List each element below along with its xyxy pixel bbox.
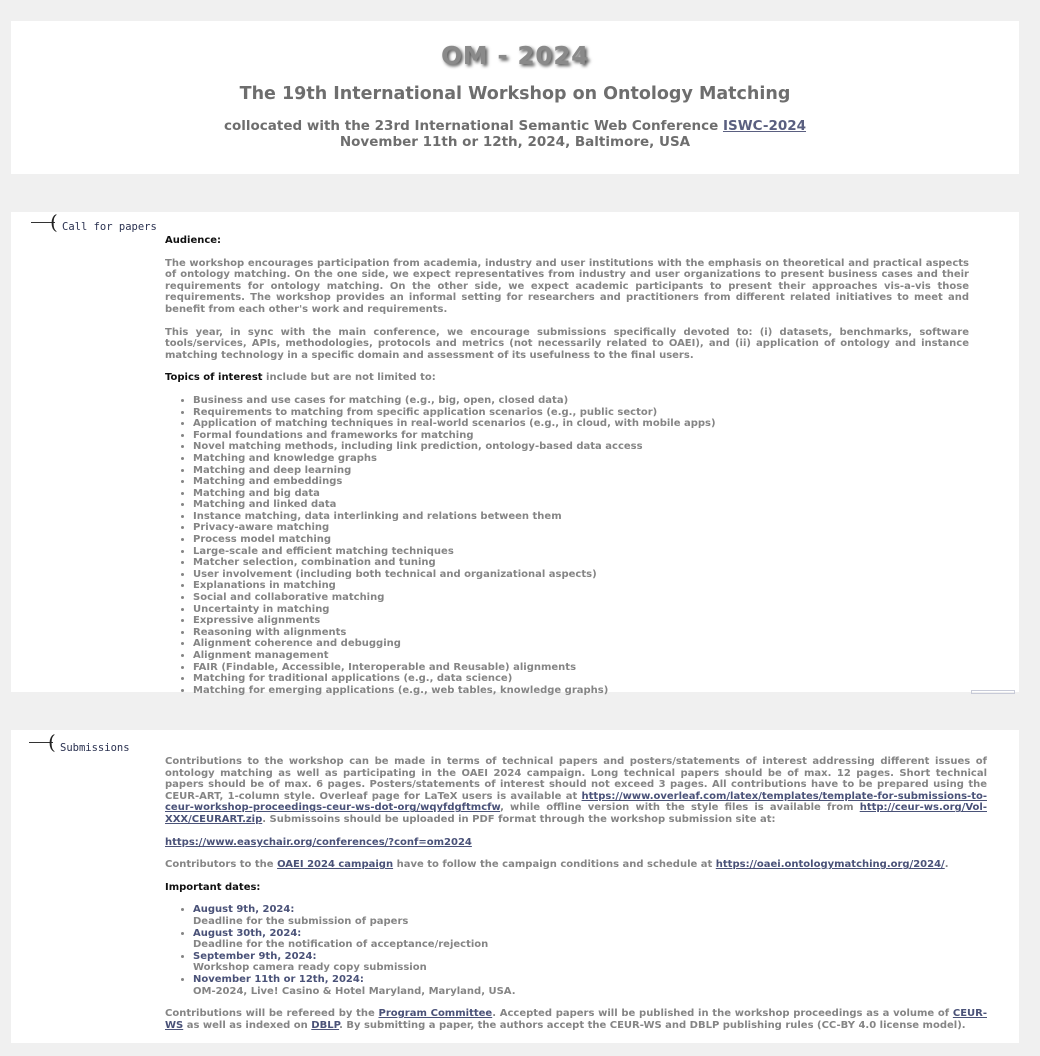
refereeing-paragraph: [165, 1008, 987, 1031]
program-committee-link[interactable]: Program Committee: [378, 1008, 493, 1020]
easychair-line: [165, 837, 987, 849]
topic-item: • Matching and deep learning: [193, 465, 969, 477]
topic-item: • Instance matching, data interlinking and relations between them: [193, 511, 969, 523]
collocation-info: [11, 118, 1019, 150]
date-description: Workshop camera ready copy submission: [193, 962, 427, 974]
page-title: OM - 2024: [441, 41, 589, 70]
ceur-art-zip-link[interactable]: http://ceur-ws.org/Vol-XXX/CEURART.zip: [165, 802, 987, 825]
oaei-text: .: [944, 859, 949, 871]
date-label: September 9th, 2024:: [193, 950, 317, 962]
topic-item: • Matching for traditional applications (e.g., data science): [193, 673, 969, 685]
topic-item: • Privacy-aware matching: [193, 522, 969, 534]
refereeing-text: as well as indexed on: [183, 1019, 312, 1031]
topic-item: • Reasoning with alignments: [193, 627, 969, 639]
topic-item: • Large-scale and efficient matching techniques: [193, 546, 969, 558]
audience-heading: Audience:: [165, 235, 222, 246]
call-for-papers-section: [11, 210, 1019, 696]
submissions-text: . Submissoins should be uploaded in PDF format through the workshop submission site at:: [262, 813, 776, 825]
date-description: Deadline for the notification of acceptance/rejection: [193, 939, 489, 951]
refereeing-text: Contributions will be refereed by the: [165, 1008, 379, 1020]
submissions-paragraph: [165, 756, 987, 826]
submissions-section: [11, 730, 1019, 1043]
workshop-title: The 19th International Workshop on Ontology Matching: [239, 84, 791, 104]
important-date-item: [193, 951, 987, 974]
collocation-text: collocated with the 23rd International Semantic Web Conference: [223, 118, 723, 134]
oaei-text: Contributors to the: [165, 859, 278, 871]
date-label: August 30th, 2024:: [193, 927, 302, 939]
topic-item: • Alignment coherence and debugging: [193, 638, 969, 650]
submissions-text: , while offline version with the style files is available from: [500, 802, 860, 814]
topic-item: • Uncertainty in matching: [193, 604, 969, 616]
topic-item: • Requirements to matching from specific application scenarios (e.g., public sector): [193, 407, 969, 419]
topics-intro: [165, 372, 969, 384]
section-bracket: (: [48, 730, 56, 754]
submissions-intro-text: Contributions to the workshop can be made in terms of technical papers and posters/statements of interest addressing different issues of ontology matching as well as participating in the OAEI 2024 campaign. Long technical papers should be of max. 12 pages. Short technical papers should be of max. 6 pages. Posters/statements of interest should not exceed 3 pages. All contributions have to be prepared using the CEUR-ART, 1-column style. Overleaf page for LaTeX users is available at: [165, 756, 987, 802]
submissions-content: [165, 756, 987, 1031]
audience-paragraph: The workshop encourages participation from academia, industry and user institutions with the emphasis on theoretical and practical aspects of ontology matching. On the one side, we expect representatives from industry and user organizations to present business cases and their requirements for ontology matching. On the other side, we expect academic participants to present their approaches vis-a-vis those requirements. The workshop provides an informal setting for researchers and practitioners from different related initiatives to meet and benefit from each other's work and requirements.: [165, 257, 969, 315]
corner-box: [971, 690, 1015, 694]
date-description: OM-2024, Live! Casino & Hotel Maryland, Maryland, USA.: [193, 985, 516, 997]
cfp-content: [165, 235, 969, 696]
topic-item: • Formal foundations and frameworks for matching: [193, 430, 969, 442]
date-label: November 11th or 12th, 2024:: [193, 973, 364, 985]
overleaf-link[interactable]: https://www.overleaf.com/latex/templates/template-for-submissions-to-ceur-workshop-proceedings-ceur-ws-dot-org/wqyfdgftmcfw: [165, 790, 987, 814]
date-label: August 9th, 2024:: [193, 904, 295, 916]
workshop-date-location: November 11th or 12th, 2024, Baltimore, USA: [339, 134, 691, 150]
easychair-link[interactable]: https://www.easychair.org/conferences/?conf=om2024: [165, 836, 472, 848]
topic-item: • Matcher selection, combination and tuning: [193, 557, 969, 569]
ceur-ws-link[interactable]: CEUR-WS: [165, 1008, 987, 1031]
topic-item: • Novel matching methods, including link prediction, ontology-based data access: [193, 441, 969, 453]
topic-item: • Matching and big data: [193, 488, 969, 500]
topic-item: • Matching and knowledge graphs: [193, 453, 969, 465]
topic-item: • Expressive alignments: [193, 615, 969, 627]
topics-heading: Topics of interest: [165, 372, 263, 384]
focus-paragraph: This year, in sync with the main conference, we encourage submissions specifically devoted to: (i) datasets, benchmarks, software tools/services, APIs, methodologies, protocols and metrics (not necessarily related to OAEI), and (ii) application of ontology and instance matching technology in a specific domain and assessment of its usefulness to the final users.: [165, 326, 969, 361]
topics-list: [165, 395, 969, 696]
topic-item: • Application of matching techniques in real-world scenarios (e.g., in cloud, with mobile apps): [193, 418, 969, 430]
iswc-link[interactable]: ISWC-2024: [722, 118, 807, 134]
dblp-link[interactable]: DBLP: [311, 1019, 340, 1031]
topic-item: • Explanations in matching: [193, 580, 969, 592]
oaei-text: have to follow the campaign conditions and schedule at: [393, 859, 716, 871]
important-date-item: [193, 904, 987, 927]
oaei-paragraph: [165, 859, 987, 871]
topic-item: • Matching and linked data: [193, 499, 969, 511]
refereeing-text: . Accepted papers will be published in the workshop proceedings as a volume of: [492, 1008, 953, 1020]
topic-item: • Business and use cases for matching (e.g., big, open, closed data): [193, 395, 969, 407]
important-dates-heading: Important dates:: [165, 881, 261, 893]
header-card: [11, 21, 1019, 174]
topic-item: • User involvement (including both technical and organizational aspects): [193, 569, 969, 581]
refereeing-text: . By submitting a paper, the authors accept the CEUR-WS and DBLP publishing rules (CC-BY 4.0 license model).: [339, 1019, 966, 1031]
topic-item: • Matching and embeddings: [193, 476, 969, 488]
topic-item: • Matching for emerging applications (e.g., web tables, knowledge graphs): [193, 685, 969, 697]
oaei-url-link[interactable]: https://oaei.ontologymatching.org/2024/: [715, 859, 945, 871]
topic-item: • Alignment management: [193, 650, 969, 662]
topics-intro-suffix: include but are not limited to:: [262, 372, 436, 384]
important-date-item: [193, 928, 987, 951]
topic-item: • Process model matching: [193, 534, 969, 546]
important-date-item: [193, 974, 987, 997]
section-label-call-for-papers: Call for papers: [62, 221, 157, 233]
date-description: Deadline for the submission of papers: [193, 915, 409, 927]
topic-item: • Social and collaborative matching: [193, 592, 969, 604]
oaei-campaign-link[interactable]: OAEI 2024 campaign: [277, 859, 394, 871]
topic-item: • FAIR (Findable, Accessible, Interoperable and Reusable) alignments: [193, 662, 969, 674]
important-dates-list: [165, 904, 987, 997]
section-bracket: (: [50, 210, 58, 234]
section-label-submissions: Submissions: [60, 742, 130, 754]
